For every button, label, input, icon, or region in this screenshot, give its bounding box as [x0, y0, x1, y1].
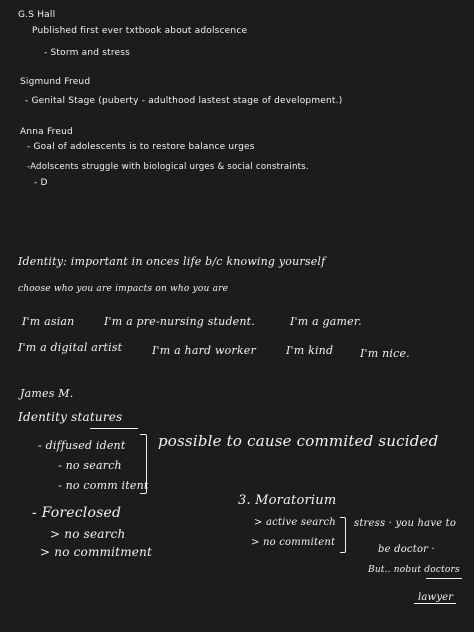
identity-sub: choose who you are impacts on who you are — [18, 284, 229, 294]
gs-hall-line1: Published first ever txtbook about adolscence — [32, 26, 248, 36]
identity-example-artist: I'm a digital artist — [18, 341, 123, 354]
foreclosed-no-search: > no search — [50, 527, 126, 541]
diffused-no-search: - no search — [58, 459, 122, 472]
anna-line1: - Goal of adolescents is to restore balance urges — [27, 142, 255, 152]
moratorium-heading: 3. Moratorium — [238, 493, 337, 508]
identity-example-hardworker: I'm a hard worker — [152, 344, 256, 357]
freud-name: Sigmund Freud — [20, 77, 91, 87]
moratorium-bracket — [340, 517, 346, 553]
possible-note: possible to cause commited sucided — [158, 432, 439, 450]
identity-example-nursing: I'm a pre-nursing student. — [104, 315, 255, 328]
diffused-bracket — [140, 434, 147, 494]
anna-line3: - D — [34, 178, 48, 188]
moratorium-active-search: > active search — [254, 517, 336, 528]
identity-example-kind: I'm kind — [286, 344, 334, 357]
identity-heading: Identity: important in onces life b/c knowing yourself — [18, 255, 326, 268]
doctors-underline — [426, 578, 462, 579]
moratorium-no-commitment: > no commitent — [251, 537, 336, 548]
statuses-underline — [90, 428, 138, 429]
identity-example-asian: I'm asian — [22, 315, 75, 328]
identity-example-nice: I'm nice. — [360, 347, 410, 360]
foreclosed-no-commitment: > no commitment — [40, 545, 153, 559]
stress-note: stress · you have to — [354, 518, 457, 529]
anna-name: Anna Freud — [20, 127, 73, 137]
james-name: James M. — [20, 387, 74, 400]
lawyer-underline — [414, 603, 456, 604]
lawyer-note: lawyer — [418, 592, 454, 603]
foreclosed-heading: - Foreclosed — [32, 505, 122, 521]
gs-hall-line2: - Storm and stress — [44, 48, 131, 58]
diffused-no-commitment: - no comm itent — [58, 479, 149, 492]
anna-line2: -Adolscents struggle with biological urges & social constraints. — [27, 162, 309, 172]
diffused-identity: - diffused ident — [38, 439, 126, 452]
gs-hall-name: G.S Hall — [18, 10, 56, 20]
freud-line1: - Genital Stage (puberty - adulthood lastest stage of development.) — [25, 96, 343, 106]
but-note: But.. nobut doctors — [368, 565, 460, 575]
identity-statuses-heading: Identity statures — [18, 410, 123, 424]
identity-example-gamer: I'm a gamer. — [290, 315, 362, 328]
doctor-note: be doctor · — [378, 544, 435, 555]
